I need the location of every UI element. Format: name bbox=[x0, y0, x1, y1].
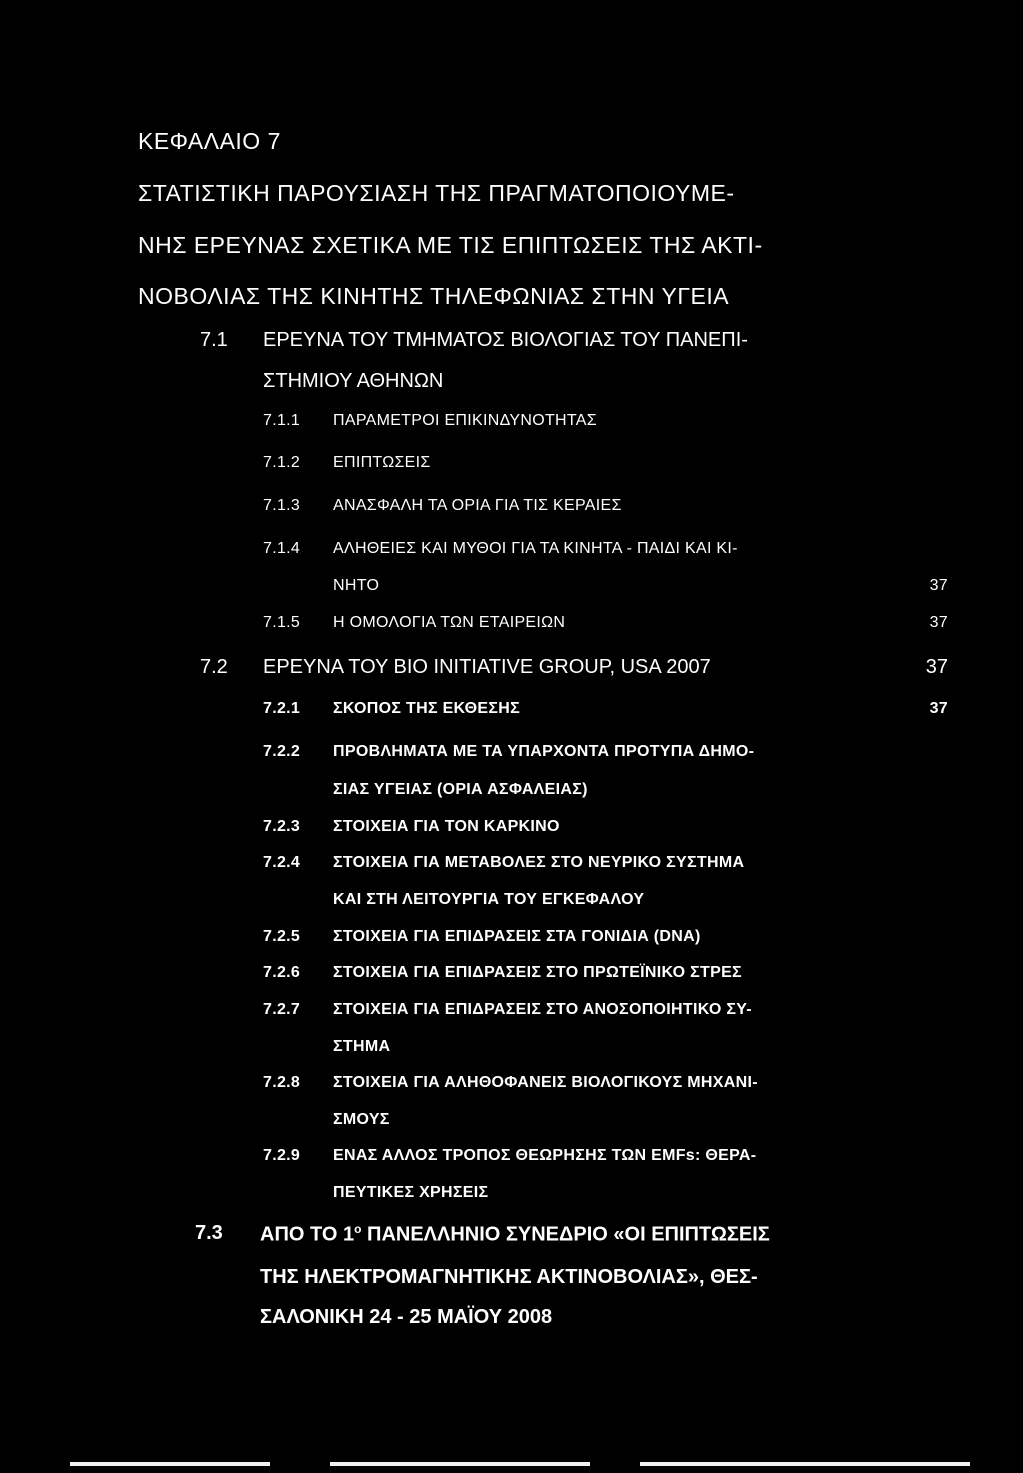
toc-7-2-7-title: ΣΤΟΙΧΕΙΑ ΓΙΑ ΕΠΙΔΡΑΣΕΙΣ ΣΤΟ ΑΝΟΣΟΠΟΙΗΤΙΚΟ ΣΥ- bbox=[333, 1001, 752, 1018]
toc-7-1-1-number: 7.1.1 bbox=[263, 412, 301, 429]
toc-7-2-9-title: ΕΝΑΣ ΑΛΛΟΣ ΤΡΟΠΟΣ ΘΕΩΡΗΣΗΣ ΤΩΝ EMFs: ΘΕΡΑ- bbox=[333, 1147, 757, 1164]
toc-7-2-4-title: ΣΤΟΙΧΕΙΑ ΓΙΑ ΜΕΤΑΒΟΛΕΣ ΣΤΟ ΝΕΥΡΙΚΟ ΣΥΣΤΗΜΑ bbox=[333, 854, 745, 871]
toc-7-2-7-number: 7.2.7 bbox=[263, 1001, 301, 1018]
section-7-1-title-cont: ΣΤΗΜΙΟΥ ΑΘΗΝΩΝ bbox=[263, 370, 444, 392]
section-7-3-title bbox=[260, 1222, 770, 1247]
chapter-title-line-1: ΣΤΑΤΙΣΤΙΚΗ ΠΑΡΟΥΣΙΑΣΗ ΤΗΣ ΠΡΑΓΜΑΤΟΠΟΙΟΥΜΕ- bbox=[138, 180, 735, 206]
toc-7-2-2-title-cont: ΣΙΑΣ ΥΓΕΙΑΣ (ΟΡΙΑ ΑΣΦΑΛΕΙΑΣ) bbox=[333, 781, 588, 798]
section-7-3-number: 7.3 bbox=[195, 1222, 223, 1244]
toc-7-2-8-title-cont: ΣΜΟΥΣ bbox=[333, 1111, 390, 1128]
chapter-title-line-3: ΝΟΒΟΛΙΑΣ ΤΗΣ ΚΙΝΗΤΗΣ ΤΗΛΕΦΩΝΙΑΣ ΣΤΗΝ ΥΓΕΙΑ bbox=[138, 283, 730, 309]
section-7-2-page: 37 bbox=[925, 656, 948, 678]
toc-7-2-2-number: 7.2.2 bbox=[263, 743, 301, 760]
section-7-2-number: 7.2 bbox=[200, 656, 228, 678]
toc-7-1-4-title-cont: ΝΗΤΟ bbox=[333, 577, 380, 594]
toc-7-1-5-title: Η ΟΜΟΛΟΓΙΑ ΤΩΝ ΕΤΑΙΡΕΙΩΝ bbox=[333, 614, 566, 631]
chapter-title-line-2: ΝΗΣ ΕΡΕΥΝΑΣ ΣΧΕΤΙΚΑ ΜΕ ΤΙΣ ΕΠΙΠΤΩΣΕΙΣ ΤΗΣ ΑΚΤΙ- bbox=[138, 232, 763, 258]
toc-7-1-5-number: 7.1.5 bbox=[263, 614, 301, 631]
toc-7-2-2-title: ΠΡΟΒΛΗΜΑΤΑ ΜΕ ΤΑ ΥΠΑΡΧΟΝΤΑ ΠΡΟΤΥΠΑ ΔΗΜΟ- bbox=[333, 743, 755, 760]
toc-7-2-3-number: 7.2.3 bbox=[263, 818, 301, 835]
toc-7-2-7-title-cont: ΣΤΗΜΑ bbox=[333, 1038, 391, 1055]
toc-7-1-3-title: ΑΝΑΣΦΑΛΗ ΤΑ ΟΡΙΑ ΓΙΑ ΤΙΣ ΚΕΡΑΙΕΣ bbox=[333, 497, 622, 514]
toc-7-2-5-title: ΣΤΟΙΧΕΙΑ ΓΙΑ ΕΠΙΔΡΑΣΕΙΣ ΣΤΑ ΓΟΝΙΔΙΑ (DNA) bbox=[333, 928, 701, 945]
toc-7-1-4-number: 7.1.4 bbox=[263, 540, 301, 557]
toc-7-2-8-title: ΣΤΟΙΧΕΙΑ ΓΙΑ ΑΛΗΘΟΦΑΝΕΙΣ ΒΙΟΛΟΓΙΚΟΥΣ ΜΗΧΑΝΙ- bbox=[333, 1074, 758, 1091]
toc-7-2-4-title-cont: ΚΑΙ ΣΤΗ ΛΕΙΤΟΥΡΓΙΑ ΤΟΥ ΕΓΚΕΦΑΛΟΥ bbox=[333, 891, 645, 908]
toc-7-1-5-page: 37 bbox=[929, 614, 948, 631]
toc-7-1-4-title: ΑΛΗΘΕΙΕΣ ΚΑΙ ΜΥΘΟΙ ΓΙΑ ΤΑ ΚΙΝΗΤΑ - ΠΑΙΔΙ ΚΑΙ ΚΙ- bbox=[333, 540, 738, 557]
toc-7-2-1-number: 7.2.1 bbox=[263, 700, 301, 717]
toc-7-2-8-number: 7.2.8 bbox=[263, 1074, 301, 1091]
section-7-1-title: ΕΡΕΥΝΑ ΤΟΥ ΤΜΗΜΑΤΟΣ ΒΙΟΛΟΓΙΑΣ ΤΟΥ ΠΑΝΕΠΙ- bbox=[263, 329, 748, 351]
toc-7-2-5-number: 7.2.5 bbox=[263, 928, 301, 945]
toc-7-2-6-title: ΣΤΟΙΧΕΙΑ ΓΙΑ ΕΠΙΔΡΑΣΕΙΣ ΣΤΟ ΠΡΩΤΕΪΝΙΚΟ ΣΤΡΕΣ bbox=[333, 964, 742, 981]
section-7-3-title-cont-1: ΤΗΣ ΗΛΕΚΤΡΟΜΑΓΝΗΤΙΚΗΣ ΑΚΤΙΝΟΒΟΛΙΑΣ», ΘΕΣ- bbox=[260, 1266, 758, 1288]
scan-edge-mark bbox=[330, 1462, 590, 1466]
section-7-3-title-cont-2: ΣΑΛΟΝΙΚΗ 24 - 25 ΜΑΪΟΥ 2008 bbox=[260, 1306, 553, 1328]
toc-7-2-1-page: 37 bbox=[929, 700, 948, 717]
section-7-1-number: 7.1 bbox=[200, 329, 228, 351]
section-7-2-title: ΕΡΕΥΝΑ ΤΟΥ BIO INITIATIVE GROUP, USA 2007 bbox=[263, 656, 711, 678]
section-7-3-title-start: ΑΠΟ ΤΟ 1 bbox=[260, 1223, 355, 1246]
toc-7-2-1-title: ΣΚΟΠΟΣ ΤΗΣ ΕΚΘΕΣΗΣ bbox=[333, 700, 521, 717]
toc-7-1-3-number: 7.1.3 bbox=[263, 497, 301, 514]
toc-7-1-2-title: ΕΠΙΠΤΩΣΕΙΣ bbox=[333, 454, 431, 471]
toc-7-1-1-title: ΠΑΡΑΜΕΤΡΟΙ ΕΠΙΚΙΝΔΥΝΟΤΗΤΑΣ bbox=[333, 412, 597, 429]
scan-edge-mark bbox=[70, 1462, 270, 1466]
chapter-label: ΚΕΦΑΛΑΙΟ 7 bbox=[138, 128, 281, 154]
toc-7-2-3-title: ΣΤΟΙΧΕΙΑ ΓΙΑ ΤΟΝ ΚΑΡΚΙΝΟ bbox=[333, 818, 560, 835]
toc-7-2-9-title-cont: ΠΕΥΤΙΚΕΣ ΧΡΗΣΕΙΣ bbox=[333, 1184, 489, 1201]
toc-7-2-4-number: 7.2.4 bbox=[263, 854, 301, 871]
toc-7-1-4-page: 37 bbox=[929, 577, 948, 594]
section-7-3-title-rest: ΠΑΝΕΛΛΗΝΙΟ ΣΥΝΕΔΡΙΟ «ΟΙ ΕΠΙΠΤΩΣΕΙΣ bbox=[361, 1223, 770, 1246]
toc-7-1-2-number: 7.1.2 bbox=[263, 454, 301, 471]
toc-7-2-9-number: 7.2.9 bbox=[263, 1147, 301, 1164]
scan-edge-mark bbox=[640, 1462, 970, 1466]
toc-7-2-6-number: 7.2.6 bbox=[263, 964, 301, 981]
superscript-o: ο bbox=[354, 1222, 362, 1236]
